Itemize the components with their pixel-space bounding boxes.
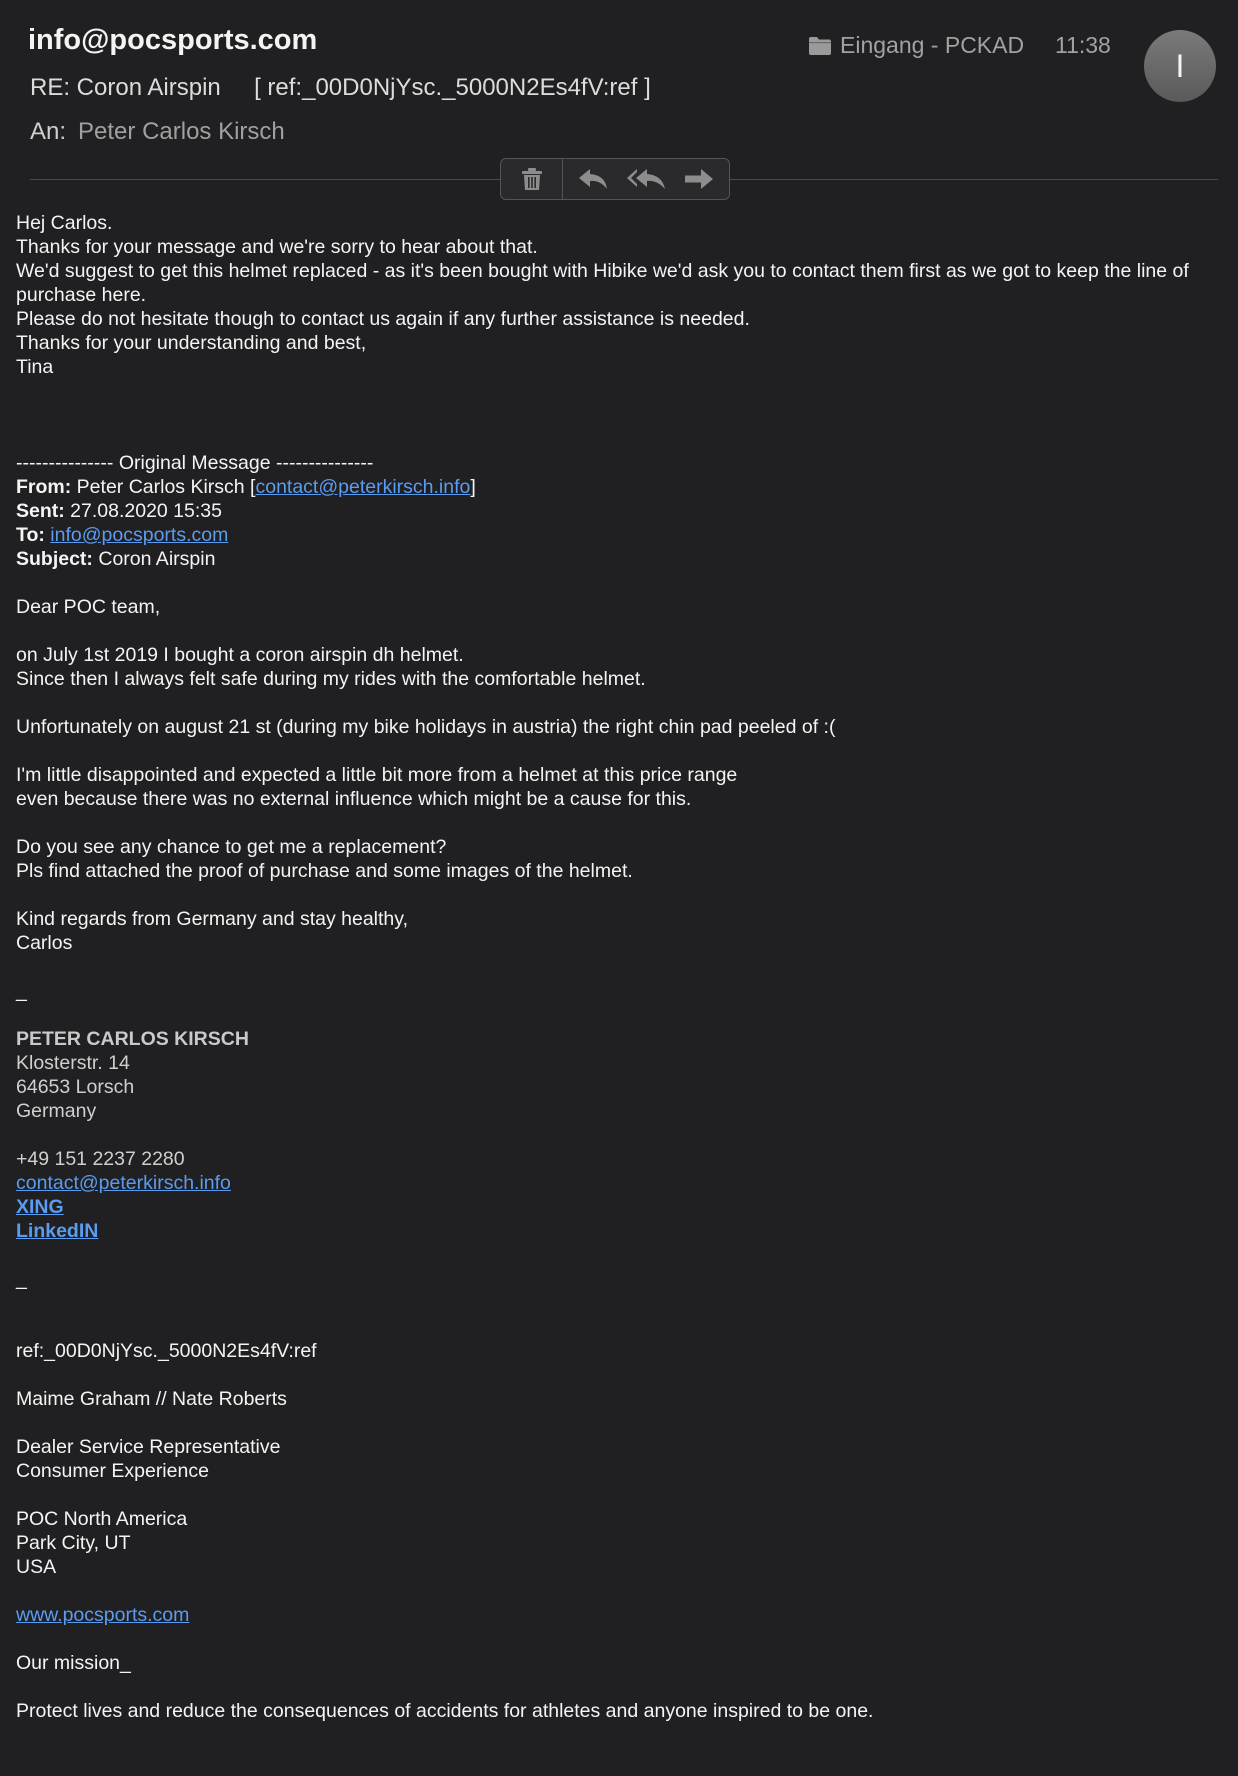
forward-button[interactable] (684, 159, 714, 199)
reply-line: Thanks for your understanding and best, (16, 332, 367, 354)
original-to (16, 523, 1226, 547)
signature-dash: _ (16, 1268, 27, 1290)
signature-phone: +49 151 2237 2280 (16, 1148, 185, 1170)
company-country: USA (16, 1556, 57, 1578)
from-name: Peter Carlos Kirsch [ (76, 476, 256, 498)
website-link[interactable]: www.pocsports.com (16, 1604, 190, 1626)
to-email-link[interactable]: info@pocsports.com (50, 524, 229, 546)
recipient-line (30, 118, 285, 146)
message-body (16, 211, 1226, 1723)
original-line: Since then I always felt safe during my rides with the comfortable helmet. (16, 668, 646, 690)
rep-names: Maime Graham // Nate Roberts (16, 1388, 287, 1410)
original-from (16, 475, 1226, 499)
recipient-label: An: (30, 118, 67, 145)
reply-all-button[interactable] (626, 159, 666, 199)
from-label: From: (16, 476, 72, 498)
mission-title: Our mission_ (16, 1652, 131, 1674)
linkedin-link[interactable]: LinkedIN (16, 1220, 99, 1242)
signature-country: Germany (16, 1100, 97, 1122)
sent-label: Sent: (16, 500, 65, 522)
company-name: POC North America (16, 1508, 188, 1530)
reply-signoff: Tina (16, 356, 54, 378)
subject-label: Subject: (16, 548, 93, 570)
received-time: 11:38 (1055, 32, 1111, 58)
folder-name: Eingang - PCKAD (840, 32, 1025, 58)
delete-button[interactable] (501, 159, 563, 199)
original-subject (16, 547, 1226, 571)
signature-dash: _ (16, 980, 27, 1002)
folder-icon (808, 36, 832, 56)
rep-department: Consumer Experience (16, 1460, 209, 1482)
to-label: To: (16, 524, 45, 546)
original-line: on July 1st 2019 I bought a coron airspin dh helmet. (16, 644, 464, 666)
subject-value: Coron Airspin (98, 548, 216, 570)
email-subject: RE: Coron Airspin [ ref:_00D0NjYsc._5000N2Es4fV:ref ] (30, 74, 651, 101)
original-message-separator: --------------- Original Message --------------- (16, 452, 374, 474)
from-close: ] (470, 476, 476, 498)
recipient-name[interactable]: Peter Carlos Kirsch (78, 118, 285, 145)
original-closing-name: Carlos (16, 932, 73, 954)
original-line: Do you see any chance to get me a replacement? (16, 836, 447, 858)
from-email-link[interactable]: contact@peterkirsch.info (255, 476, 471, 498)
signature-street: Klosterstr. 14 (16, 1052, 130, 1074)
signature-name: PETER CARLOS KIRSCH (16, 1028, 249, 1050)
original-closing: Kind regards from Germany and stay healthy, (16, 908, 408, 930)
mailbox-folder[interactable] (808, 32, 1024, 59)
sent-value: 27.08.2020 15:35 (70, 500, 222, 522)
message-toolbar (500, 158, 730, 200)
reply-greeting: Hej Carlos. (16, 212, 113, 234)
rep-role: Dealer Service Representative (16, 1436, 281, 1458)
signature-email-link[interactable]: contact@peterkirsch.info (16, 1172, 231, 1194)
reply-line: Thanks for your message and we're sorry to hear about that. (16, 236, 538, 258)
original-line: I'm little disappointed and expected a little bit more from a helmet at this price range (16, 764, 738, 786)
avatar[interactable]: I (1144, 30, 1216, 102)
reply-all-icon (626, 168, 666, 190)
original-salutation: Dear POC team, (16, 596, 161, 618)
reply-line: Please do not hesitate though to contact us again if any further assistance is needed. (16, 308, 750, 330)
mission-text: Protect lives and reduce the consequences of accidents for athletes and anyone inspired to be one. (16, 1700, 874, 1722)
forward-icon (684, 168, 714, 190)
original-line: Pls find attached the proof of purchase and some images of the helmet. (16, 860, 633, 882)
company-city: Park City, UT (16, 1532, 131, 1554)
reply-line: We'd suggest to get this helmet replaced - as it's been bought with Hibike we'd ask you to contact them first as we got to keep the line of purchase here. (16, 260, 1189, 306)
original-line: even because there was no external influence which might be a cause for this. (16, 788, 692, 810)
sender-address: info@pocsports.com (28, 24, 318, 56)
original-sent (16, 499, 1226, 523)
trash-icon (521, 167, 543, 191)
original-line: Unfortunately on august 21 st (during my bike holidays in austria) the right chin pad peeled of :( (16, 716, 836, 738)
signature-city: 64653 Lorsch (16, 1076, 135, 1098)
reply-icon (578, 168, 608, 190)
xing-link[interactable]: XING (16, 1196, 64, 1218)
reference-id: ref:_00D0NjYsc._5000N2Es4fV:ref (16, 1340, 317, 1362)
reply-button[interactable] (578, 159, 608, 199)
